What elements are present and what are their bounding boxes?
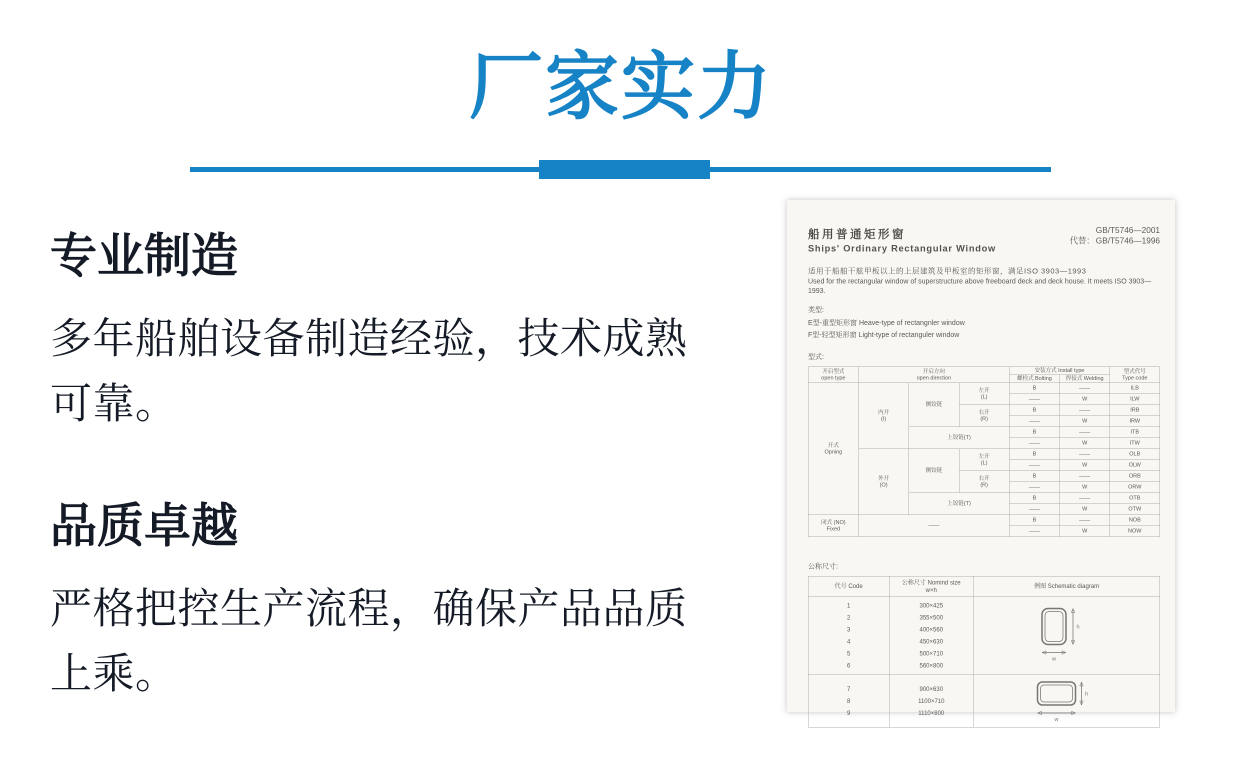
doc-title-en: Ships' Ordinary Rectangular Window [808, 243, 996, 254]
doc-title-block [808, 225, 996, 254]
cell-welding: —— [1060, 449, 1110, 460]
group-top-hinge: 上铰链(T) [909, 427, 1010, 449]
doc-intro-en: Used for the rectangular window of superstructure above freeboard deck and deck house. It meets ISO 3903—1993. [808, 277, 1152, 295]
cell-bolting: —— [1009, 416, 1059, 427]
cell-bolting: —— [1009, 526, 1059, 537]
form-table [808, 367, 1160, 538]
svg-text:h: h [1076, 624, 1080, 631]
cell-bolting: B [1009, 427, 1059, 438]
cell-bolting: —— [1009, 394, 1059, 405]
standard-current: GB/T5746—2001 [1095, 226, 1160, 235]
group-open: 开式 Opning [808, 383, 858, 515]
title-divider-accent [539, 160, 710, 179]
cell-welding: W [1060, 482, 1110, 493]
group-fixed: 闭式 (NO) Fixed [808, 515, 858, 537]
group-side-hinge: 侧铰链 [909, 383, 959, 427]
cell-code: ORW [1110, 482, 1160, 493]
svg-text:w: w [1052, 656, 1057, 663]
size-group-landscape [808, 675, 1160, 728]
doc-standard-numbers [1070, 226, 1160, 247]
cell-code: IRB [1110, 405, 1160, 416]
cell-bolting: —— [1009, 482, 1059, 493]
cell-welding: —— [1060, 515, 1110, 526]
cell-bolting: B [1009, 405, 1059, 416]
feature-body-manufacturing: 多年船舶设备制造经验，技术成熟可靠。 [50, 315, 688, 427]
cell-code: NOW [1110, 526, 1160, 537]
cell-bolting: B [1009, 449, 1059, 460]
group-fixed-direction: —— [859, 515, 1010, 537]
cell-welding: W [1060, 416, 1110, 427]
feature-heading-quality: 品质卓越 [50, 499, 238, 552]
form-col-type-code: 型式代号 Type code [1110, 367, 1160, 383]
replaces-label: 代替： [1069, 236, 1095, 246]
cell-bolting: —— [1009, 460, 1059, 471]
cell-welding: —— [1060, 405, 1110, 416]
group-inward: 内开 (I) [859, 383, 909, 449]
group-right: 右开 (R) [959, 405, 1009, 427]
size-col-code: 代号 Code [808, 576, 889, 596]
cell-welding: —— [1060, 493, 1110, 504]
size-values: 900×630 1100×710 1110×800 [889, 675, 973, 728]
group-left: 左开 (L) [959, 449, 1009, 471]
size-codes: 1 2 3 4 5 6 [808, 596, 889, 675]
standard-replaced: GB/T5746—1996 [1095, 236, 1160, 246]
cell-welding: W [1060, 504, 1110, 515]
table-row [808, 515, 1160, 526]
page-title: 厂家实力 [469, 45, 773, 128]
cell-welding: —— [1060, 427, 1110, 438]
size-codes: 7 8 9 [808, 675, 889, 728]
cell-bolting: —— [1009, 504, 1059, 515]
doc-header [808, 225, 1160, 254]
doc-intro [808, 266, 1160, 296]
cell-bolting: B [1009, 515, 1059, 526]
window-landscape-diagram [1032, 678, 1102, 724]
cell-code: OLW [1110, 460, 1160, 471]
size-col-nominal: 公称尺寸 Nomind size w×h [889, 576, 973, 596]
cell-welding: W [1060, 526, 1110, 537]
cell-bolting: B [1009, 493, 1059, 504]
size-section-label: 公称尺寸: [808, 562, 838, 570]
cell-bolting: B [1009, 383, 1059, 394]
form-col-open-type: 开启型式 open type [808, 367, 858, 383]
cell-code: OLB [1110, 449, 1160, 460]
cell-code: OTB [1110, 493, 1160, 504]
cell-code: NOB [1110, 515, 1160, 526]
group-outward: 外开 (O) [859, 449, 909, 515]
type-list [808, 317, 1160, 341]
size-col-diagram: 例图 Schematic diagram [973, 576, 1159, 596]
form-col-install-type: 安装方式 Install type [1009, 367, 1110, 375]
cell-welding: —— [1060, 471, 1110, 482]
group-right: 右开 (R) [959, 471, 1009, 493]
scanned-document [787, 200, 1175, 723]
size-values: 300×425 355×500 400×560 450×630 500×710 560×800 [889, 596, 973, 675]
type-section-label: 类型: [808, 305, 824, 314]
cell-code: OTW [1110, 504, 1160, 515]
cell-welding: W [1060, 394, 1110, 405]
cell-code: ILB [1110, 383, 1160, 394]
cell-welding: W [1060, 438, 1110, 449]
cell-bolting: B [1009, 471, 1059, 482]
type-item-heavy: E型-重型矩形窗 Heave-type of rectangnler window [808, 318, 965, 327]
svg-text:h: h [1085, 691, 1089, 698]
type-item-light: F型-轻型矩形窗 Light-type of rectanguler window [808, 330, 960, 339]
scanned-document-page [787, 200, 1175, 723]
cell-code: ITB [1110, 427, 1160, 438]
cell-welding: —— [1060, 383, 1110, 394]
standard-current-row [1070, 226, 1160, 237]
cell-welding: W [1060, 460, 1110, 471]
cell-code: ORB [1110, 471, 1160, 482]
feature-heading-manufacturing: 专业制造 [50, 229, 238, 282]
table-row [808, 449, 1160, 460]
form-section-label: 型式: [808, 352, 824, 361]
group-side-hinge: 侧铰链 [909, 449, 959, 493]
size-group-portrait [808, 596, 1160, 675]
group-top-hinge: 上铰链(T) [909, 493, 1010, 515]
cell-bolting: —— [1009, 438, 1059, 449]
doc-title-zh: 船用普通矩形窗 [808, 227, 906, 241]
cell-code: IRW [1110, 416, 1160, 427]
standard-replaced-row [1070, 236, 1160, 247]
form-col-open-direction: 开启方向 open direction [859, 367, 1010, 383]
cell-code: ILW [1110, 394, 1160, 405]
size-table [808, 576, 1160, 728]
cell-code: ITW [1110, 438, 1160, 449]
svg-text:w: w [1054, 717, 1059, 723]
group-left: 左开 (L) [959, 383, 1009, 405]
form-col-bolting: 螺栓式 Bolting [1009, 375, 1059, 383]
doc-intro-zh: 适用于船舶干舷甲板以上的上层建筑及甲板室的矩形窗，满足ISO 3903—1993 [808, 267, 1087, 276]
form-col-welding: 焊接式 Welding [1060, 375, 1110, 383]
diagram-cell [973, 596, 1159, 675]
table-row [808, 383, 1160, 394]
feature-body-quality: 严格把控生产流程，确保产品品质上乘。 [50, 585, 688, 697]
diagram-cell [973, 675, 1159, 728]
window-portrait-diagram [1034, 606, 1099, 666]
